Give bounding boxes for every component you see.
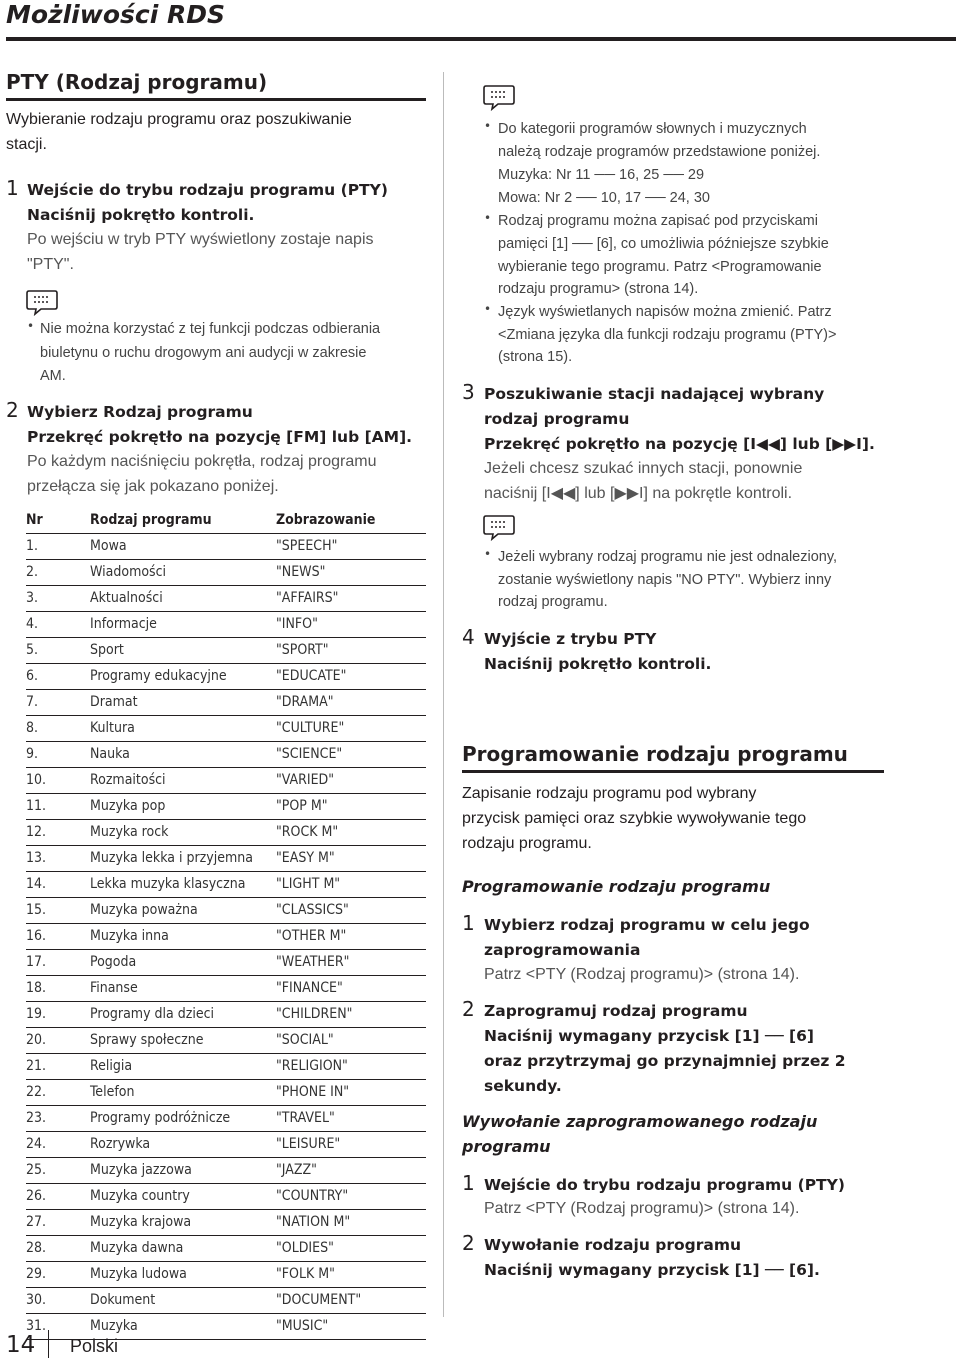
row-display: "DOCUMENT"	[276, 1292, 362, 1308]
table-row	[26, 1132, 426, 1158]
note-line: <Zmiana języka dla funkcji rodzaju programu (PTY)>	[498, 327, 837, 343]
row-number: 21.	[26, 1058, 47, 1074]
row-program-type: Programy edukacyjne	[90, 668, 227, 684]
intro-line-1: Wybieranie rodzaju programu oraz poszukiwanie	[6, 111, 352, 128]
step-number: 2	[6, 398, 19, 422]
row-number: 8.	[26, 720, 39, 736]
row-number: 15.	[26, 902, 47, 918]
step-desc-1: Jeżeli chcesz szukać innych stacji, ponownie	[484, 460, 803, 477]
row-number: 25.	[26, 1162, 47, 1178]
note-line: wybieranie tego programu. Patrz <Programowanie	[498, 259, 822, 275]
table-row	[26, 638, 426, 664]
step-desc-2: przełącza się jak pokazano poniżej.	[27, 478, 279, 495]
bullet-icon: •	[484, 211, 492, 225]
row-number: 17.	[26, 954, 47, 970]
section-title-programming: Programowanie rodzaju programu	[462, 742, 848, 766]
step-title: rodzaj programu	[484, 410, 630, 428]
row-program-type: Programy podróżnicze	[90, 1110, 231, 1126]
step-action: Naciśnij pokrętło kontroli.	[484, 655, 712, 673]
row-number: 2.	[26, 564, 39, 580]
step-action: Naciśnij pokrętło kontroli.	[27, 206, 255, 224]
row-number: 24.	[26, 1136, 47, 1152]
step-number: 1	[462, 1171, 475, 1195]
section-rule	[462, 770, 884, 773]
row-display: "LEISURE"	[276, 1136, 341, 1152]
row-program-type: Rozrywka	[90, 1136, 151, 1152]
row-program-type: Rozmaitości	[90, 772, 166, 788]
row-display: "AFFAIRS"	[276, 590, 339, 606]
bullet-icon: •	[484, 302, 492, 316]
row-number: 26.	[26, 1188, 47, 1204]
table-row	[26, 820, 426, 846]
step-title: Wybierz rodzaj programu w celu jego	[484, 916, 810, 934]
table-row	[26, 1288, 426, 1314]
header-rule	[6, 37, 956, 41]
row-program-type: Dokument	[90, 1292, 156, 1308]
footer-language: Polski	[70, 1336, 119, 1356]
note-line: Rodzaj programu można zapisać pod przyciskami	[498, 213, 818, 229]
note-icon	[25, 287, 59, 317]
table-row	[26, 534, 426, 560]
table-row	[26, 1262, 426, 1288]
row-number: 4.	[26, 616, 39, 632]
table-header-row	[26, 508, 426, 534]
row-display: "OLDIES"	[276, 1240, 334, 1256]
row-program-type: Telefon	[90, 1084, 135, 1100]
row-program-type: Muzyka dawna	[90, 1240, 184, 1256]
subheading: Wywołanie zaprogramowanego rodzaju	[462, 1112, 818, 1131]
row-display: "POP M"	[276, 798, 328, 814]
row-program-type: Muzyka jazzowa	[90, 1162, 192, 1178]
row-program-type: Sprawy społeczne	[90, 1032, 204, 1048]
step-title: Wywołanie rodzaju programu	[484, 1236, 742, 1254]
step-desc-1: Po wejściu w tryb PTY wyświetlony zostaje napis	[27, 231, 374, 248]
row-number: 5.	[26, 642, 39, 658]
step-action: sekundy.	[484, 1077, 562, 1095]
row-number: 28.	[26, 1240, 47, 1256]
table-row	[26, 1236, 426, 1262]
table-row	[26, 898, 426, 924]
page-number: 14	[6, 1332, 36, 1358]
intro-line: Zapisanie rodzaju programu pod wybrany	[462, 785, 757, 802]
section-title-pty: PTY (Rodzaj programu)	[6, 70, 268, 94]
row-display: "CLASSICS"	[276, 902, 349, 918]
step-desc: Patrz <PTY (Rodzaj programu)> (strona 14).	[484, 966, 800, 983]
step-number: 2	[462, 997, 475, 1021]
table-row	[26, 768, 426, 794]
step-title: Wejście do trybu rodzaju programu (PTY)	[27, 181, 388, 199]
row-program-type: Wiadomości	[90, 564, 167, 580]
row-program-type: Dramat	[90, 694, 138, 710]
header-display: Zobrazowanie	[276, 512, 376, 528]
row-display: "SOCIAL"	[276, 1032, 334, 1048]
row-number: 22.	[26, 1084, 47, 1100]
table-row	[26, 560, 426, 586]
row-program-type: Nauka	[90, 746, 130, 762]
note-line: należą rodzaje programów przedstawione poniżej.	[498, 144, 821, 160]
row-program-type: Programy dla dzieci	[90, 1006, 215, 1022]
intro-line-2: stacji.	[6, 136, 47, 153]
subheading: programu	[462, 1137, 551, 1156]
row-program-type: Muzyka country	[90, 1188, 190, 1204]
note-line: Język wyświetlanych napisów można zmienić. Patrz	[498, 304, 832, 320]
step-title: Wyjście z trybu PTY	[484, 630, 657, 648]
table-row	[26, 690, 426, 716]
row-display: "EASY M"	[276, 850, 335, 866]
page-header-title: Możliwości RDS	[6, 0, 225, 29]
row-number: 9.	[26, 746, 39, 762]
row-program-type: Muzyka krajowa	[90, 1214, 192, 1230]
step-title: Zaprogramuj rodzaj programu	[484, 1002, 748, 1020]
row-number: 1.	[26, 538, 39, 554]
note-line: Mowa: Nr 2 ── 10, 17 ── 24, 30	[498, 190, 710, 206]
step-number: 4	[462, 625, 475, 649]
row-program-type: Muzyka inna	[90, 928, 169, 944]
table-row	[26, 1054, 426, 1080]
table-row	[26, 924, 426, 950]
row-display: "LIGHT M"	[276, 876, 341, 892]
row-number: 29.	[26, 1266, 47, 1282]
row-display: "VARIED"	[276, 772, 335, 788]
row-display: "ROCK M"	[276, 824, 339, 840]
note-line: AM.	[40, 368, 66, 384]
table-row	[26, 1158, 426, 1184]
step-title: Wybierz Rodzaj programu	[27, 403, 253, 421]
header-program-type: Rodzaj programu	[90, 512, 212, 528]
row-display: "MUSIC"	[276, 1318, 329, 1334]
row-number: 19.	[26, 1006, 47, 1022]
intro-line: przycisk pamięci oraz szybkie wywoływanie tego	[462, 810, 807, 827]
step-action: Naciśnij wymagany przycisk [1] ── [6]	[484, 1027, 814, 1045]
step-action: oraz przytrzymaj go przynajmniej przez 2	[484, 1052, 846, 1070]
step-title: Wejście do trybu rodzaju programu (PTY)	[484, 1176, 845, 1194]
row-display: "OTHER M"	[276, 928, 347, 944]
row-program-type: Lekka muzyka klasyczna	[90, 876, 246, 892]
note-line: biuletynu o ruchu drogowym ani audycji w zakresie	[40, 345, 367, 361]
step-action: Naciśnij wymagany przycisk [1] ── [6].	[484, 1261, 820, 1279]
row-display: "JAZZ"	[276, 1162, 317, 1178]
row-program-type: Muzyka pop	[90, 798, 166, 814]
step-title: zaprogramowania	[484, 941, 641, 959]
row-display: "CULTURE"	[276, 720, 345, 736]
row-number: 11.	[26, 798, 47, 814]
table-row	[26, 1184, 426, 1210]
intro-line: rodzaju programu.	[462, 835, 592, 852]
step-number: 2	[462, 1231, 475, 1255]
row-number: 13.	[26, 850, 47, 866]
row-program-type: Informacje	[90, 616, 157, 632]
note-line: rodzaj programu.	[498, 594, 608, 610]
row-number: 6.	[26, 668, 39, 684]
row-display: "FINANCE"	[276, 980, 343, 996]
step-title: Poszukiwanie stacji nadającej wybrany	[484, 385, 825, 403]
row-number: 14.	[26, 876, 47, 892]
row-number: 27.	[26, 1214, 47, 1230]
footer-separator	[48, 1330, 49, 1358]
row-number: 10.	[26, 772, 47, 788]
row-program-type: Finanse	[90, 980, 138, 996]
row-program-type: Muzyka lekka i przyjemna	[90, 850, 253, 866]
row-program-type: Religia	[90, 1058, 133, 1074]
note-line: (strona 15).	[498, 349, 573, 365]
table-row	[26, 1028, 426, 1054]
row-program-type: Muzyka poważna	[90, 902, 198, 918]
row-display: "FOLK M"	[276, 1266, 335, 1282]
step-action: Przekręć pokrętło na pozycję [FM] lub [AM].	[27, 428, 413, 446]
row-display: "EDUCATE"	[276, 668, 347, 684]
row-display: "INFO"	[276, 616, 318, 632]
step-desc-2: naciśnij [I◀◀] lub [▶▶I] na pokrętle kontroli.	[484, 485, 793, 502]
note-line: pamięci [1] ── [6], co umożliwia późniejsze szybkie	[498, 236, 829, 252]
row-number: 18.	[26, 980, 47, 996]
row-display: "WEATHER"	[276, 954, 350, 970]
table-row	[26, 1106, 426, 1132]
note-line: Muzyka: Nr 11 ── 16, 25 ── 29	[498, 167, 705, 183]
step-number: 1	[6, 176, 19, 200]
table-row	[26, 1080, 426, 1106]
note-icon	[482, 82, 516, 112]
row-display: "TRAVEL"	[276, 1110, 335, 1126]
bullet-icon: •	[484, 119, 492, 133]
step-desc-1: Po każdym naciśnięciu pokrętła, rodzaj programu	[27, 453, 377, 470]
note-line: Jeżeli wybrany rodzaj programu nie jest odnaleziony,	[498, 549, 838, 565]
row-display: "PHONE IN"	[276, 1084, 350, 1100]
pty-table	[26, 508, 426, 1340]
table-row	[26, 950, 426, 976]
column-divider	[443, 72, 444, 1317]
row-program-type: Mowa	[90, 538, 127, 554]
row-number: 16.	[26, 928, 47, 944]
step-number: 1	[462, 911, 475, 935]
bullet-icon: •	[27, 319, 35, 333]
row-program-type: Muzyka rock	[90, 824, 169, 840]
table-row	[26, 612, 426, 638]
row-program-type: Kultura	[90, 720, 135, 736]
table-row	[26, 716, 426, 742]
table-row	[26, 794, 426, 820]
step-desc-2: "PTY".	[27, 256, 74, 273]
header-nr: Nr	[26, 512, 43, 528]
row-number: 3.	[26, 590, 39, 606]
note-line: Do kategorii programów słownych i muzycznych	[498, 121, 807, 137]
note-line: zostanie wyświetlony napis "NO PTY". Wybierz inny	[498, 572, 832, 588]
section-rule	[6, 98, 426, 101]
row-number: 12.	[26, 824, 47, 840]
step-number: 3	[462, 380, 475, 404]
note-icon	[482, 512, 516, 542]
row-display: "CHILDREN"	[276, 1006, 353, 1022]
row-number: 30.	[26, 1292, 47, 1308]
bullet-icon: •	[484, 547, 492, 561]
row-display: "DRAMA"	[276, 694, 334, 710]
step-desc: Patrz <PTY (Rodzaj programu)> (strona 14).	[484, 1200, 800, 1217]
row-program-type: Pogoda	[90, 954, 137, 970]
table-row	[26, 742, 426, 768]
row-program-type: Muzyka ludowa	[90, 1266, 187, 1282]
table-row	[26, 976, 426, 1002]
row-number: 31.	[26, 1318, 47, 1334]
table-row	[26, 586, 426, 612]
row-program-type: Sport	[90, 642, 124, 658]
row-display: "RELIGION"	[276, 1058, 348, 1074]
row-display: "SPORT"	[276, 642, 329, 658]
row-number: 23.	[26, 1110, 47, 1126]
row-program-type: Muzyka	[90, 1318, 138, 1334]
row-number: 20.	[26, 1032, 47, 1048]
table-row	[26, 664, 426, 690]
table-row	[26, 1210, 426, 1236]
row-display: "SPEECH"	[276, 538, 338, 554]
note-line: Nie można korzystać z tej funkcji podczas odbierania	[40, 321, 381, 337]
row-display: "NEWS"	[276, 564, 326, 580]
subheading: Programowanie rodzaju programu	[462, 877, 771, 896]
table-row	[26, 872, 426, 898]
step-action: Przekręć pokrętło na pozycję [I◀◀] lub [▶▶I].	[484, 435, 875, 453]
row-display: "COUNTRY"	[276, 1188, 349, 1204]
row-number: 7.	[26, 694, 39, 710]
row-program-type: Aktualności	[90, 590, 163, 606]
table-row	[26, 1002, 426, 1028]
table-row	[26, 846, 426, 872]
row-display: "NATION M"	[276, 1214, 351, 1230]
row-display: "SCIENCE"	[276, 746, 343, 762]
note-line: rodzaju programu> (strona 14).	[498, 281, 699, 297]
